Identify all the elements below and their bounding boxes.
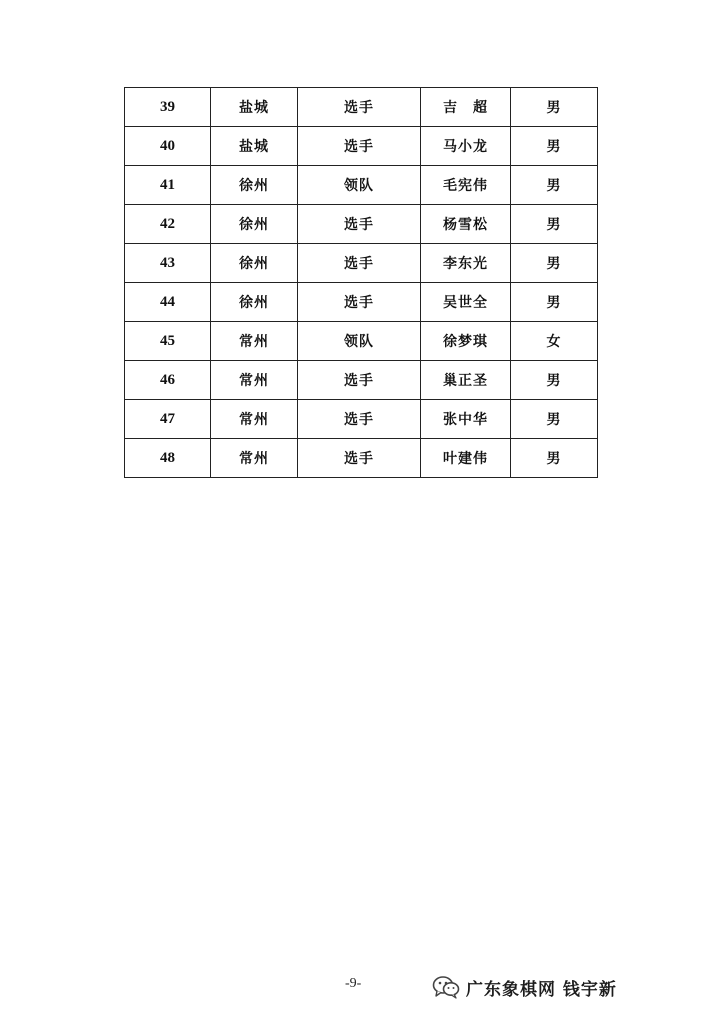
cell-name: 李东光 [421,244,511,283]
cell-gender: 男 [511,127,598,166]
cell-gender: 男 [511,439,598,478]
table-row [125,88,598,127]
cell-number: 45 [125,322,211,361]
table-row [125,322,598,361]
cell-role: 领队 [298,166,421,205]
table-row [125,439,598,478]
cell-role: 选手 [298,400,421,439]
cell-name: 吉 超 [421,88,511,127]
cell-role: 选手 [298,283,421,322]
page-number: -9- [345,976,362,991]
table-row [125,283,598,322]
cell-city: 常州 [211,361,298,400]
cell-name: 叶建伟 [421,439,511,478]
cell-name: 杨雪松 [421,205,511,244]
cell-number: 41 [125,166,211,205]
cell-city: 盐城 [211,88,298,127]
watermark-text: 广东象棋网 钱宇新 [466,979,617,1000]
cell-role: 选手 [298,439,421,478]
cell-name: 吴世全 [421,283,511,322]
cell-gender: 男 [511,205,598,244]
cell-role: 选手 [298,127,421,166]
wechat-icon [432,975,460,999]
cell-city: 盐城 [211,127,298,166]
cell-gender: 男 [511,400,598,439]
cell-city: 常州 [211,439,298,478]
cell-number: 43 [125,244,211,283]
cell-number: 40 [125,127,211,166]
cell-number: 47 [125,400,211,439]
cell-city: 常州 [211,322,298,361]
cell-name: 毛宪伟 [421,166,511,205]
table-row [125,205,598,244]
cell-name: 马小龙 [421,127,511,166]
cell-city: 徐州 [211,283,298,322]
cell-number: 39 [125,88,211,127]
cell-number: 44 [125,283,211,322]
cell-gender: 女 [511,322,598,361]
cell-number: 46 [125,361,211,400]
table-row [125,127,598,166]
table-row [125,244,598,283]
cell-city: 徐州 [211,244,298,283]
watermark [432,972,617,1002]
cell-role: 选手 [298,361,421,400]
table-row [125,166,598,205]
cell-gender: 男 [511,361,598,400]
cell-role: 选手 [298,244,421,283]
table-row [125,400,598,439]
cell-city: 常州 [211,400,298,439]
cell-gender: 男 [511,166,598,205]
cell-number: 48 [125,439,211,478]
cell-name: 张中华 [421,400,511,439]
cell-role: 选手 [298,88,421,127]
cell-number: 42 [125,205,211,244]
cell-gender: 男 [511,283,598,322]
roster-table [124,87,598,478]
cell-gender: 男 [511,88,598,127]
cell-city: 徐州 [211,166,298,205]
cell-role: 选手 [298,205,421,244]
cell-city: 徐州 [211,205,298,244]
cell-role: 领队 [298,322,421,361]
cell-name: 巢正圣 [421,361,511,400]
table-row [125,361,598,400]
cell-gender: 男 [511,244,598,283]
cell-name: 徐梦琪 [421,322,511,361]
